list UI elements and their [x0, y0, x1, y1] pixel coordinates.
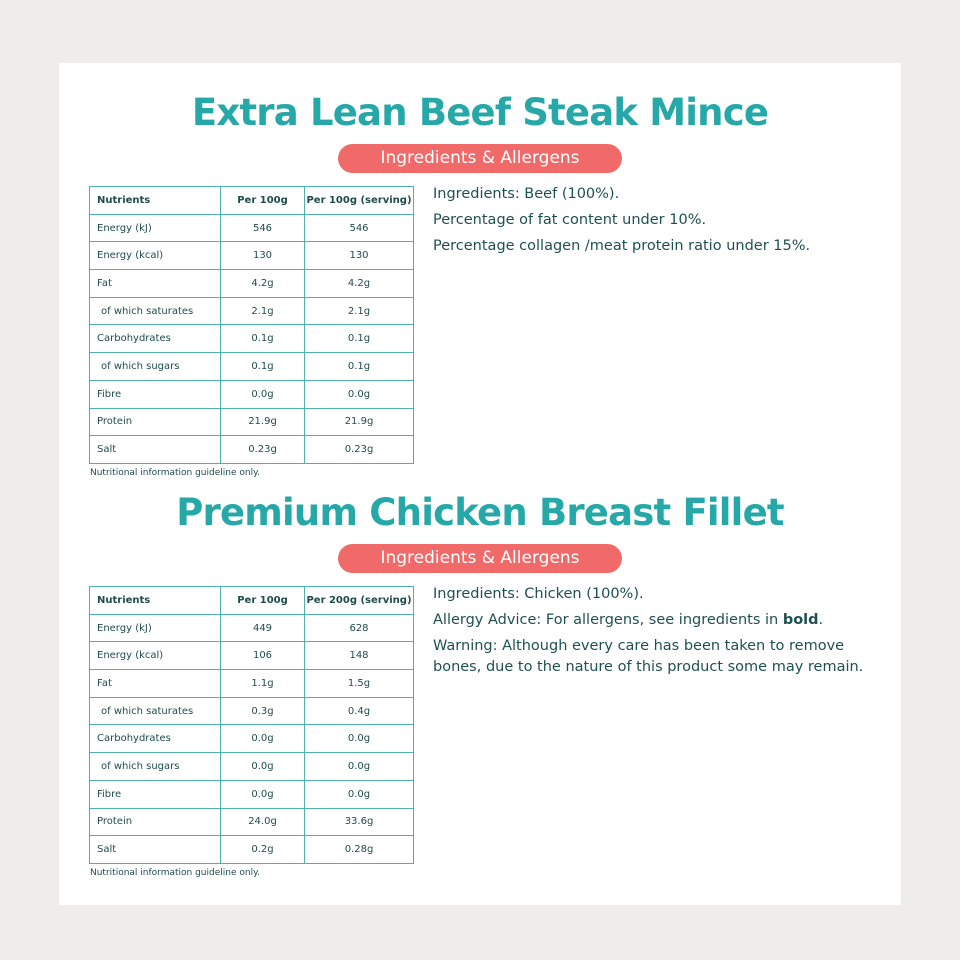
table-row: [90, 325, 414, 353]
nutrient-name: Fat: [90, 670, 221, 698]
serving-value: 2.1g: [305, 297, 414, 325]
serving-value: 148: [305, 642, 414, 670]
table-row: [90, 380, 414, 408]
product-title: Extra Lean Beef Steak Mince: [191, 91, 769, 134]
per-100g-value: 0.3g: [221, 697, 305, 725]
serving-value: 0.0g: [305, 780, 414, 808]
per-100g-value: 0.0g: [221, 380, 305, 408]
serving-value: 21.9g: [305, 408, 414, 436]
table-row: [90, 753, 414, 781]
ingredients-line: [433, 584, 883, 605]
allergy-advice-line: [433, 610, 883, 631]
product-title: Premium Chicken Breast Fillet: [176, 491, 784, 534]
per-100g-value: 0.1g: [221, 353, 305, 381]
table-row: [90, 408, 414, 436]
table-header-row: [90, 587, 414, 615]
per-100g-value: 2.1g: [221, 297, 305, 325]
serving-value: 546: [305, 214, 414, 242]
table-header-row: [90, 187, 414, 215]
per-100g-value: 106: [221, 642, 305, 670]
ingredients-info: [433, 584, 883, 683]
table-row: [90, 614, 414, 642]
header-cell: Nutrients: [90, 587, 221, 615]
nutrient-name: Fibre: [90, 780, 221, 808]
nutrient-name: Energy (kJ): [90, 214, 221, 242]
nutrient-name: of which sugars: [90, 353, 221, 381]
table-row: [90, 670, 414, 698]
serving-value: 0.28g: [305, 836, 414, 864]
serving-value: 0.0g: [305, 725, 414, 753]
chicken-breast-section: [59, 488, 901, 888]
table-row: [90, 808, 414, 836]
serving-value: 4.2g: [305, 270, 414, 298]
table-row: [90, 270, 414, 298]
nutrient-name: Energy (kcal): [90, 242, 221, 270]
allergy-value: For allergens, see ingredients in: [541, 612, 783, 628]
serving-value: 0.4g: [305, 697, 414, 725]
per-100g-value: 0.1g: [221, 325, 305, 353]
allergy-label: Allergy Advice:: [433, 612, 542, 628]
warning-line: [433, 636, 883, 678]
ingredients-value: Beef (100%).: [519, 186, 620, 202]
nutrient-name: Fat: [90, 270, 221, 298]
warning-label: Warning:: [433, 638, 498, 654]
per-100g-value: 0.0g: [221, 725, 305, 753]
product-info-card: [59, 63, 901, 905]
nutrition-note: Nutritional information guideline only.: [90, 468, 260, 478]
beef-mince-section: [59, 88, 901, 488]
ingredients-allergens-badge: Ingredients & Allergens: [338, 144, 622, 173]
nutrient-name: Fibre: [90, 380, 221, 408]
nutrient-name: Salt: [90, 436, 221, 464]
table-row: [90, 353, 414, 381]
ingredients-value: Chicken (100%).: [519, 586, 644, 602]
serving-value: 1.5g: [305, 670, 414, 698]
table-row: [90, 436, 414, 464]
serving-value: 33.6g: [305, 808, 414, 836]
nutrient-name: of which sugars: [90, 753, 221, 781]
table-row: [90, 642, 414, 670]
nutrient-name: Carbohydrates: [90, 725, 221, 753]
per-100g-value: 546: [221, 214, 305, 242]
per-100g-value: 1.1g: [221, 670, 305, 698]
per-100g-value: 449: [221, 614, 305, 642]
nutrient-name: Protein: [90, 408, 221, 436]
ingredients-label: Ingredients:: [433, 186, 520, 202]
nutrient-name: Carbohydrates: [90, 325, 221, 353]
nutrition-table: [89, 586, 414, 864]
nutrient-name: Energy (kcal): [90, 642, 221, 670]
nutrient-name: Energy (kJ): [90, 614, 221, 642]
warning-value: Although every care has been taken to remove bones, due to the nature of this product some may remain.: [433, 638, 864, 675]
table-row: [90, 214, 414, 242]
table-row: [90, 697, 414, 725]
table-row: [90, 297, 414, 325]
table-row: [90, 836, 414, 864]
serving-value: 0.1g: [305, 353, 414, 381]
ingredients-info: [433, 184, 883, 262]
serving-value: 130: [305, 242, 414, 270]
allergy-end: .: [818, 612, 824, 628]
header-cell: Per 100g (serving): [305, 187, 414, 215]
per-100g-value: 24.0g: [221, 808, 305, 836]
header-cell: Nutrients: [90, 187, 221, 215]
nutrient-name: of which saturates: [90, 297, 221, 325]
ingredients-allergens-badge: Ingredients & Allergens: [338, 544, 622, 573]
table-row: [90, 725, 414, 753]
nutrient-name: Protein: [90, 808, 221, 836]
serving-value: 628: [305, 614, 414, 642]
serving-value: 0.23g: [305, 436, 414, 464]
serving-value: 0.0g: [305, 380, 414, 408]
serving-value: 0.0g: [305, 753, 414, 781]
collagen-ratio-line: Percentage collagen /meat protein ratio under 15%.: [433, 238, 811, 254]
per-100g-value: 21.9g: [221, 408, 305, 436]
per-100g-value: 0.0g: [221, 780, 305, 808]
header-cell: Per 200g (serving): [305, 587, 414, 615]
nutrient-name: Salt: [90, 836, 221, 864]
allergy-bold-word: bold: [782, 612, 819, 628]
fat-content-line: Percentage of fat content under 10%.: [433, 212, 707, 228]
table-row: [90, 242, 414, 270]
ingredients-line: [433, 184, 883, 205]
per-100g-value: 0.2g: [221, 836, 305, 864]
table-row: [90, 780, 414, 808]
per-100g-value: 4.2g: [221, 270, 305, 298]
nutrition-note: Nutritional information guideline only.: [90, 868, 260, 878]
per-100g-value: 130: [221, 242, 305, 270]
nutrient-name: of which saturates: [90, 697, 221, 725]
serving-value: 0.1g: [305, 325, 414, 353]
per-100g-value: 0.23g: [221, 436, 305, 464]
header-cell: Per 100g: [221, 187, 305, 215]
nutrition-table: [89, 186, 414, 464]
ingredients-label: Ingredients:: [433, 586, 520, 602]
per-100g-value: 0.0g: [221, 753, 305, 781]
header-cell: Per 100g: [221, 587, 305, 615]
